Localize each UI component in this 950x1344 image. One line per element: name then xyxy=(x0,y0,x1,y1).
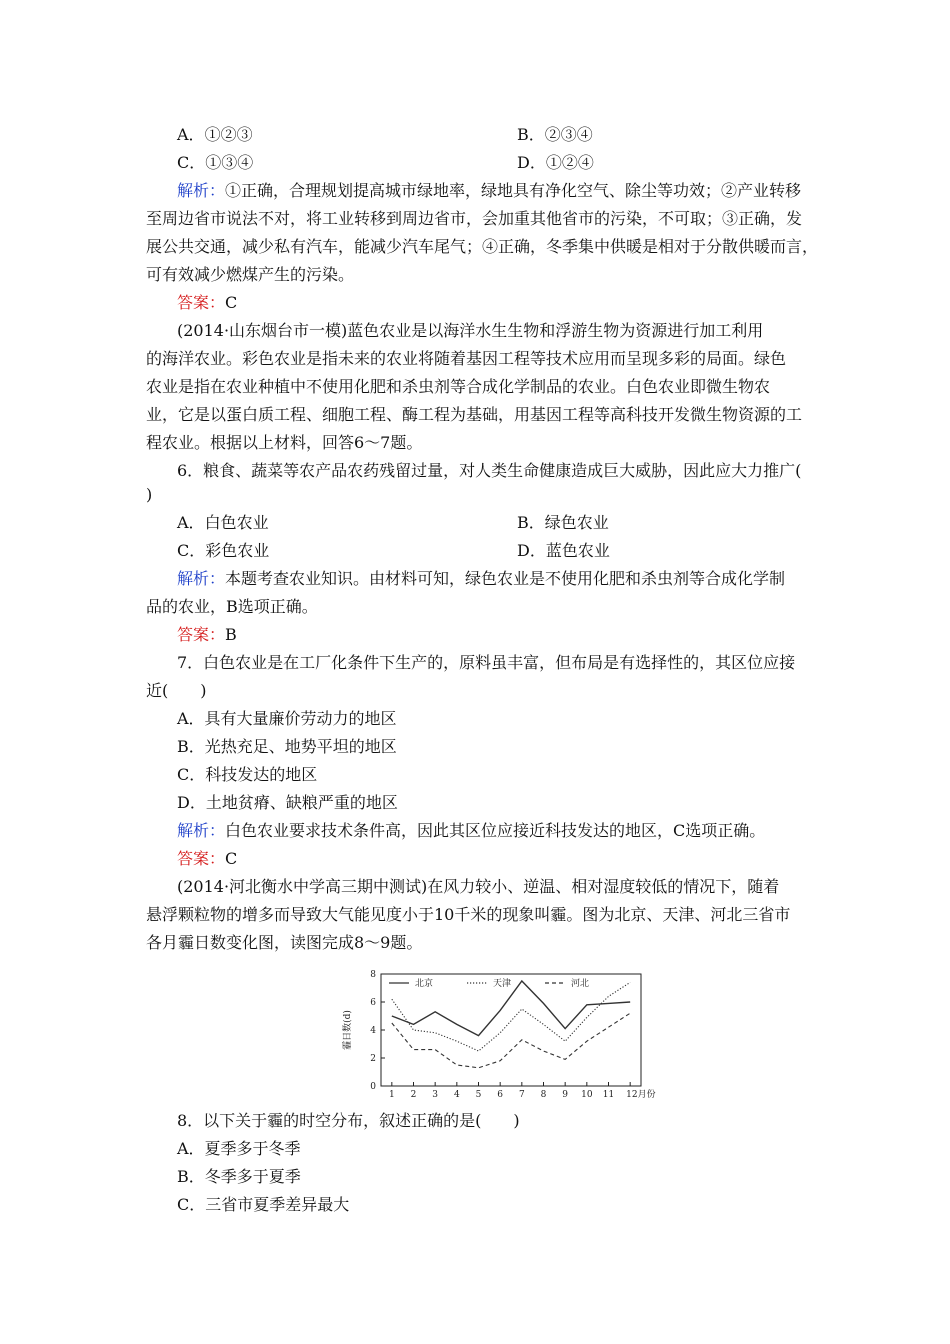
q5-option-a: A．①②③ xyxy=(177,125,253,144)
q5-analysis: 解析：①正确，合理规划提高城市绿地率，绿地具有净化空气、除尘等功效；②产业转移 xyxy=(177,181,802,200)
q7-option-b: B．光热充足、地势平坦的地区 xyxy=(177,737,397,756)
plot-frame xyxy=(381,974,641,1086)
q7-answer: 答案：C xyxy=(177,849,238,868)
q5-analysis-line: 至周边省市说法不对，将工业转移到周边省市，会加重其他省市的污染，不可取；③正确，发 xyxy=(146,209,803,228)
q8-option-c: C．三省市夏季差异最大 xyxy=(177,1195,350,1214)
q5-option-c: C．①③④ xyxy=(177,153,254,172)
q5-analysis-line: 展公共交通，减少私有汽车，能减少汽车尾气；④正确，冬季集中供暖是相对于分散供暖而言， xyxy=(146,237,819,256)
x-tick-label: 9 xyxy=(562,1090,569,1100)
q6-option-d: D．蓝色农业 xyxy=(517,541,610,560)
q8-option-b: B．冬季多于夏季 xyxy=(177,1167,301,1186)
q6-stem-line: ) xyxy=(146,485,153,504)
q7-option-a: A．具有大量廉价劳动力的地区 xyxy=(177,709,397,728)
q5-answer: 答案：C xyxy=(177,293,238,312)
x-tick-label: 2 xyxy=(410,1090,417,1100)
q7-option-d: D．土地贫瘠、缺粮严重的地区 xyxy=(177,793,398,812)
x-tick-label: 6 xyxy=(497,1090,504,1100)
x-tick-label: 3 xyxy=(432,1090,439,1100)
q7-stem: 7．白色农业是在工厂化条件下生产的，原料虽丰富，但布局是有选择性的，其区位应接 xyxy=(177,653,796,672)
material1-line: 程农业。根据以上材料，回答6～7题。 xyxy=(146,433,423,452)
y-tick-label: 6 xyxy=(370,998,376,1008)
q6-stem: 6．粮食、蔬菜等农产品农药残留过量，对人类生命健康造成巨大威胁，因此应大力推广( xyxy=(177,461,802,480)
series-line-北京 xyxy=(392,981,630,1036)
material1-line: 业，它是以蛋白质工程、细胞工程、酶工程为基础，用基因工程等高科技开发微生物资源的工 xyxy=(146,405,803,424)
q6-analysis-line: 品的农业，B选项正确。 xyxy=(146,597,318,616)
answer-label: 答案： xyxy=(177,625,226,644)
x-tick-label: 5 xyxy=(475,1090,482,1100)
material1-line: 的海洋农业。彩色农业是指未来的农业将随着基因工程等技术应用而呈现多彩的局面。绿色 xyxy=(146,349,787,368)
q5-analysis-line: 可有效减少燃煤产生的污染。 xyxy=(146,265,355,284)
x-tick-label: 1 xyxy=(388,1090,395,1100)
material1-line: (2014·山东烟台市一模)蓝色农业是以海洋水生生物和浮游生物为资源进行加工利用 xyxy=(177,321,764,340)
analysis-label: 解析： xyxy=(177,181,226,200)
q7-analysis: 解析：白色农业要求技术条件高，因此其区位应接近科技发达的地区，C选项正确。 xyxy=(177,821,766,840)
q5-option-b: B．②③④ xyxy=(517,125,593,144)
answer-label: 答案： xyxy=(177,849,226,868)
q6-analysis: 解析：本题考查农业知识。由材料可知，绿色农业是不使用化肥和杀虫剂等合成化学制 xyxy=(177,569,786,588)
y-tick-label: 2 xyxy=(370,1054,376,1064)
x-tick-label: 12月份 xyxy=(626,1090,656,1100)
q8-option-a: A．夏季多于冬季 xyxy=(177,1139,301,1158)
legend-label: 天津 xyxy=(493,979,512,989)
x-tick-label: 8 xyxy=(540,1090,547,1100)
q5-option-d: D．①②④ xyxy=(517,153,594,172)
q6-option-a: A．白色农业 xyxy=(177,513,269,532)
q7-option-c: C．科技发达的地区 xyxy=(177,765,318,784)
y-tick-label: 0 xyxy=(370,1082,376,1092)
y-tick-label: 4 xyxy=(370,1026,376,1036)
haze-days-chart xyxy=(338,958,656,1104)
x-tick-label: 7 xyxy=(518,1090,525,1100)
q6-option-b: B．绿色农业 xyxy=(517,513,609,532)
analysis-label: 解析： xyxy=(177,569,226,588)
x-tick-label: 4 xyxy=(453,1090,460,1100)
y-tick-label: 8 xyxy=(370,970,376,980)
x-tick-label: 10 xyxy=(581,1090,593,1100)
material2-line: 各月霾日数变化图，读图完成8～9题。 xyxy=(146,933,423,952)
q7-stem-line: 近( ) xyxy=(146,681,207,700)
material2-line: 悬浮颗粒物的增多而导致大气能见度小于10千米的现象叫霾。图为北京、天津、河北三省市 xyxy=(146,905,791,924)
q6-answer: 答案：B xyxy=(177,625,237,644)
material2-line: (2014·河北衡水中学高三期中测试)在风力较小、逆温、相对湿度较低的情况下，随着 xyxy=(177,877,780,896)
x-tick-label: 11 xyxy=(602,1090,615,1100)
analysis-label: 解析： xyxy=(177,821,226,840)
q6-option-c: C．彩色农业 xyxy=(177,541,270,560)
answer-label: 答案： xyxy=(177,293,226,312)
legend-label: 北京 xyxy=(415,979,434,989)
y-axis-label: 霾日数(d) xyxy=(343,1010,353,1050)
material1-line: 农业是指在农业种植中不使用化肥和杀虫剂等合成化学制品的农业。白色农业即微生物农 xyxy=(146,377,771,396)
q8-stem: 8．以下关于霾的时空分布，叙述正确的是( ) xyxy=(177,1111,520,1130)
legend-label: 河北 xyxy=(571,979,590,989)
